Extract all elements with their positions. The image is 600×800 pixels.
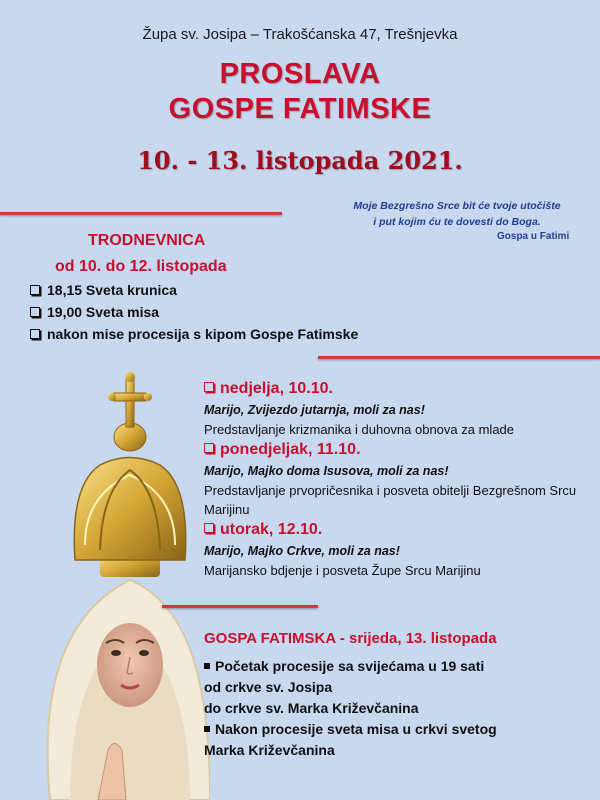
bullet-icon xyxy=(204,726,210,732)
day-block-tuesday xyxy=(204,519,594,580)
list-item-continuation: od crkve sv. Josipa xyxy=(204,679,333,695)
day-heading: ponedjeljak, 11.10. xyxy=(220,441,361,458)
fatima-day-list xyxy=(204,656,584,761)
list-item-continuation: Marka Križevčanina xyxy=(204,742,335,758)
checkbox-icon xyxy=(204,523,214,533)
parish-address: Župa sv. Josipa – Trakošćanska 47, Trešnjevka xyxy=(142,26,458,43)
checkbox-icon xyxy=(30,285,40,295)
checkbox-icon xyxy=(204,443,214,453)
schedule-days xyxy=(204,378,594,580)
checkbox-icon xyxy=(30,329,40,339)
day-block-sunday xyxy=(204,378,594,439)
quote-source: Gospa u Fatimi xyxy=(497,231,570,242)
quote-line-1: Moje Bezgrešno Srce bit će tvoje utočište xyxy=(353,200,561,212)
day-block-monday xyxy=(204,439,594,519)
day-prayer: Marijo, Zvijezdo jutarnja, moli za nas! xyxy=(204,403,425,417)
list-item: Početak procesije sa svijećama u 19 sati xyxy=(204,656,584,677)
divider-top xyxy=(0,212,282,215)
quote xyxy=(322,198,592,230)
list-item: 19,00 Sveta misa xyxy=(30,301,358,323)
day-heading: nedjelja, 10.10. xyxy=(220,380,333,397)
triduum-title: TRODNEVNICA xyxy=(88,232,206,249)
bullet-icon xyxy=(204,663,210,669)
day-prayer: Marijo, Majko doma Isusova, moli za nas! xyxy=(204,464,449,478)
triduum-list xyxy=(30,279,358,345)
triduum-subtitle: od 10. do 12. listopada xyxy=(55,258,227,275)
fatima-day-heading: GOSPA FATIMSKA - srijeda, 13. listopada xyxy=(204,630,497,647)
our-lady-of-fatima-statue-image xyxy=(30,365,210,800)
day-prayer: Marijo, Majko Crkve, moli za nas! xyxy=(204,544,400,558)
event-dates: 10. - 13. listopada 2021. xyxy=(137,146,463,175)
list-item: nakon mise procesija s kipom Gospe Fatimske xyxy=(30,323,358,345)
divider-middle xyxy=(318,356,600,359)
list-item: Nakon procesije sveta misa u crkvi svetog xyxy=(204,719,584,740)
title-line-2: GOSPE FATIMSKE xyxy=(168,93,432,125)
quote-line-2: i put kojim ću te dovesti do Boga. xyxy=(373,216,541,228)
day-heading: utorak, 12.10. xyxy=(220,521,323,538)
day-description: Predstavljanje prvopričesnika i posveta obitelji Bezgrešnom Srcu Marijinu xyxy=(204,483,577,517)
checkbox-icon xyxy=(204,382,214,392)
day-description: Marijansko bdjenje i posveta Župe Srcu Marijinu xyxy=(204,563,481,578)
list-item-continuation: do crkve sv. Marka Križevčanina xyxy=(204,700,419,716)
divider-bottom xyxy=(162,605,318,608)
title-line-1: PROSLAVA xyxy=(219,58,381,90)
day-description: Predstavljanje krizmanika i duhovna obnova za mlade xyxy=(204,422,515,437)
list-item: 18,15 Sveta krunica xyxy=(30,279,358,301)
checkbox-icon xyxy=(30,307,40,317)
